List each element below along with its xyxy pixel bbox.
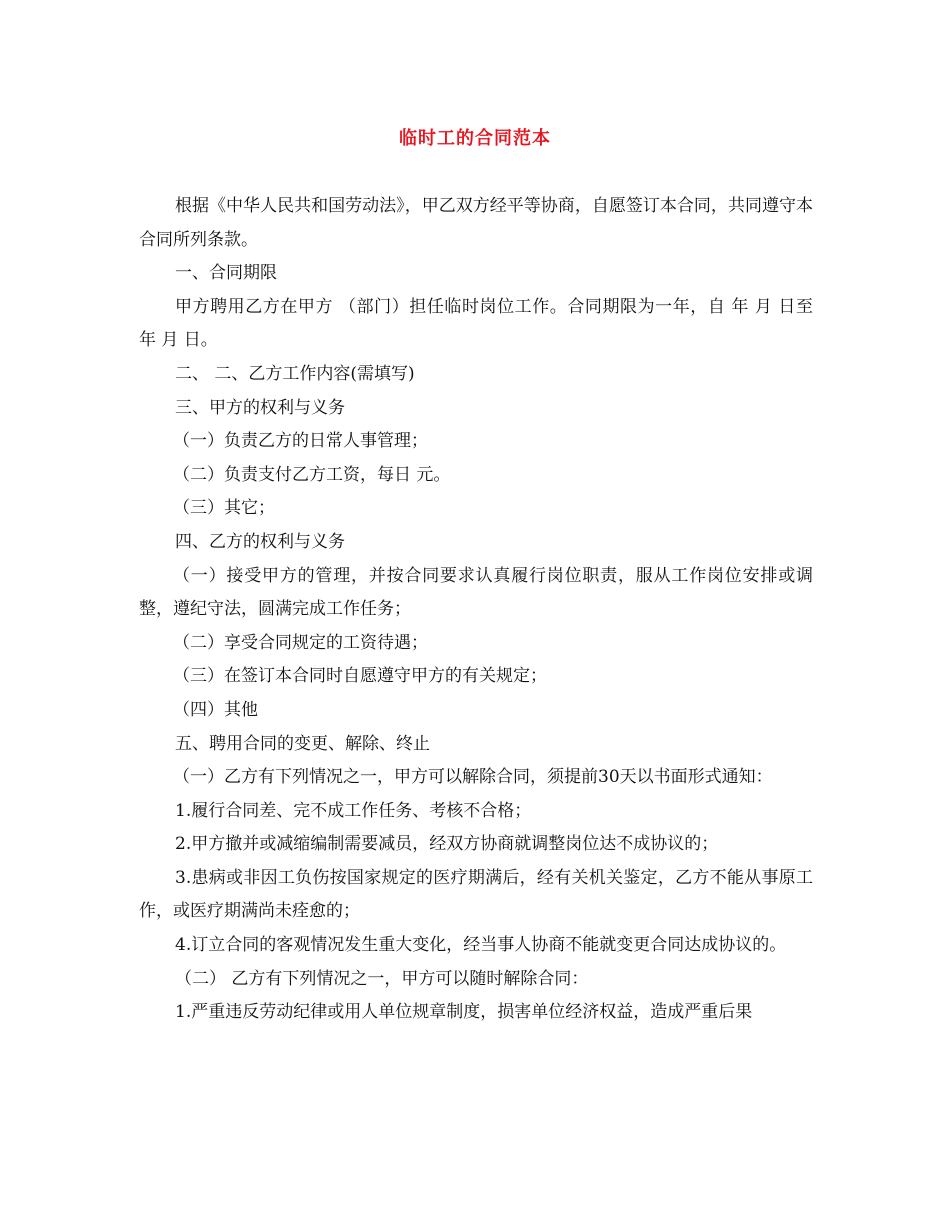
term-paragraph: 甲方聘用乙方在甲方 （部门）担任临时岗位工作。合同期限为一年，自 年 月 日至 年 月 日。	[139, 296, 813, 351]
numbered-item: 4.订立合同的客观情况发生重大变化，经当事人协商不能就变更合同达成协议的。	[175, 935, 787, 956]
clause-item: （一）负责乙方的日常人事管理；	[173, 431, 428, 452]
clause-item: （一）乙方有下列情况之一，甲方可以解除合同，须提前30天以书面形式通知：	[173, 767, 773, 788]
clause-item: （二）享受合同规定的工资待遇；	[173, 632, 428, 653]
clause-item: （三）其它；	[173, 498, 275, 519]
clause-item: （二） 乙方有下列情况之一，甲方可以随时解除合同：	[175, 968, 589, 989]
document-title: 临时工的合同范本	[399, 128, 551, 149]
clause-item: （二）负责支付乙方工资，每日 元。	[173, 464, 451, 485]
section-heading-change-termination: 五、聘用合同的变更、解除、终止	[175, 733, 430, 754]
section-heading-term: 一、合同期限	[175, 263, 277, 284]
section-heading-party-a-rights: 三、甲方的权利与义务	[175, 397, 345, 418]
numbered-item: 3.患病或非因工负伤按国家规定的医疗期满后，经有关机关鉴定，乙方不能从事原工作，或医疗期满尚未痊愈的；	[139, 867, 813, 922]
clause-item: （一）接受甲方的管理，并按合同要求认真履行岗位职责，服从工作岗位安排或调整，遵纪守法，圆满完成工作任务；	[139, 565, 813, 620]
document-body	[139, 190, 813, 1030]
clause-item: （三）在签订本合同时自愿遵守甲方的有关规定；	[173, 666, 547, 687]
numbered-item: 2.甲方撤并或减缩编制需要减员，经双方协商就调整岗位达不成协议的；	[175, 834, 719, 855]
numbered-item: 1.严重违反劳动纪律或用人单位规章制度，损害单位经济权益，造成严重后果	[175, 1002, 753, 1023]
section-heading-work-content: 二、 二、乙方工作内容(需填写)	[175, 363, 415, 384]
clause-item: （四）其他	[173, 699, 258, 720]
numbered-item: 1.履行合同差、完不成工作任务、考核不合格；	[175, 800, 532, 821]
section-heading-party-b-rights: 四、乙方的权利与义务	[175, 531, 345, 552]
preamble-paragraph: 根据《中华人民共和国劳动法》，甲乙双方经平等协商，自愿签订本合同，共同遵守本合同所列条款。	[139, 196, 813, 250]
